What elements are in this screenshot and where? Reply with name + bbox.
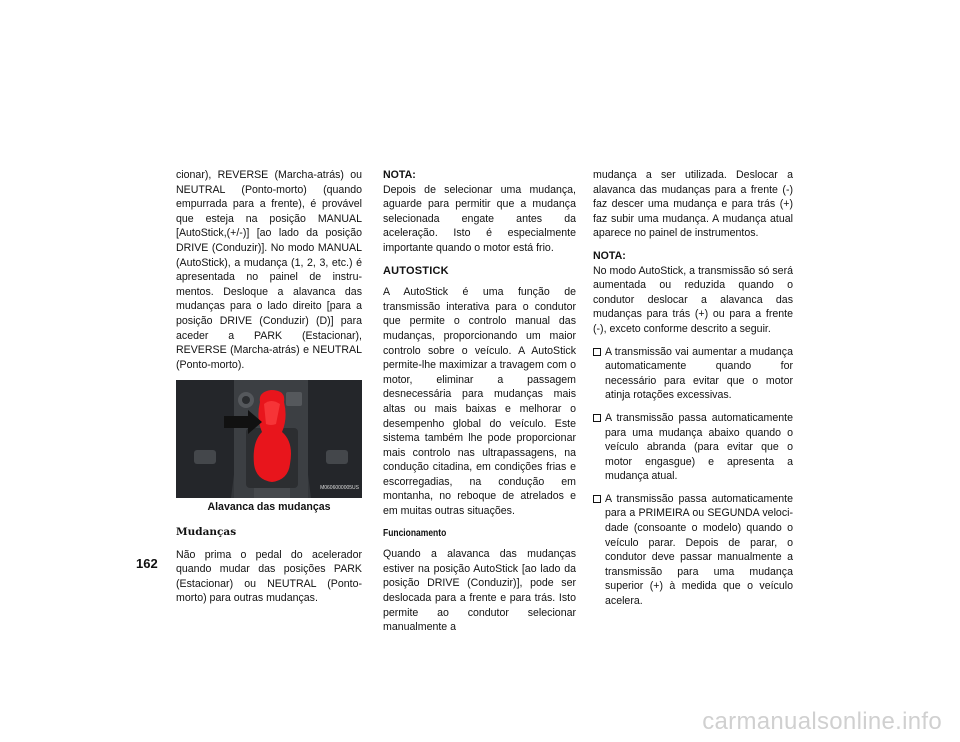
bullet-list (593, 345, 793, 609)
checkbox-square-icon (593, 495, 601, 503)
note-label: NOTA: (593, 249, 626, 262)
note-text: No modo AutoStick, a transmissão só será aumentada ou reduzida quando o condutor deslocar a alavanca das mudanças para trás (+) ou para a frente (-), exceto conforme descrito a seguir. (593, 264, 793, 335)
paragraph: mudança a ser utilizada. Deslocar a alavanca das mudanças para a frente (-) faz descer uma mudança e para trás (+) faz subir uma mudança. A mudança atual aparece no painel de instrumentos. (593, 169, 793, 240)
figure-caption: Alavanca das mudanças (207, 501, 331, 514)
list-item: A transmissão vai aumentar a mudança automaticamente quando for necessário para evitar que o motor atinja rotações excessivas. (593, 345, 793, 403)
note-label: NOTA: (383, 169, 416, 181)
checkbox-square-icon (593, 348, 601, 356)
page-number: 162 (136, 556, 158, 571)
note-block (593, 249, 793, 337)
column-2 (383, 168, 576, 643)
column-1 (176, 168, 362, 614)
note-block (383, 168, 576, 256)
paragraph: Quando a alavanca das mudanças estiver na posição AutoStick [ao lado da posição DRIVE (Conduzir)], pode ser deslocada para a frente e para trás. Isto permite ao condutor selecionar manualmente a (383, 548, 576, 634)
list-item: A transmissão passa automaticamente para uma mudança abaixo quando o veículo abranda (para evitar que o motor engasgue) e apresenta a mudança atual. (593, 411, 793, 484)
gear-lever-figure (176, 380, 362, 498)
section-title: ARRANQUE E FUNCIONAMENTO (137, 176, 155, 422)
paragraph: A AutoStick é uma função de transmissão interativa para o condutor que permite o controlo manual das mudanças, proporcionando um maior controlo sobre o veículo. A AutoStick permite-lhe maximizar a travagem com o motor, eliminar a passagem desnecessária para mudanças mais altas ou mais baixas e melhorar o desempenho global do veículo. Este sistema também lhe pode proporcionar mais controlo nas ultrapassagens, na condução citadina, em condições frias e escorregadias, na condução em montanha, no reboque de atrelados e em muitas outras situações. (383, 286, 576, 518)
note-text: Depois de selecionar uma mudança, aguarde para permitir que a mudança selecionada engate antes da aceleração. Isto é especialmente importante quando o motor está frio. (383, 183, 576, 254)
heading-mudancas: Mudanças (176, 525, 237, 538)
checkbox-square-icon (593, 414, 601, 422)
column-3 (593, 168, 793, 617)
list-item: A transmissão passa automaticamente para a PRIMEIRA ou SEGUNDA velocidade (consoante o modelo) quando o veículo parar. Depois de parar, o condutor deve passar manualmente a transmissão para uma mudança superior (+) à medida que o veículo acelera. (593, 492, 793, 609)
paragraph: Não prima o pedal do acelerador quando mudar das posições PARK (Estacionar) ou NEUTRAL (Ponto-morto) para outras mudanças. (176, 548, 362, 605)
watermark: carmanualsonline.info (702, 708, 942, 735)
figure-code: M0606000005US (320, 484, 359, 491)
paragraph: cionar), REVERSE (Marcha-atrás) ou NEUTRAL (Ponto-morto) (quando empurrada para a frente), é provável que esteja na posição MANUAL [AutoStick,(+/-)] [ao lado da posição DRIVE (Conduzir)]. No modo MANUAL (AutoStick), a mudança (1, 2, 3, etc.) é apresentada no painel de instrumentos. Desloque a alavanca das mudanças para o lado direito [para a posição DRIVE (Conduzir) (D)] para aceder a PARK (Estacionar), REVERSE (Marcha-atrás) e NEUTRAL (Ponto-morto). (176, 169, 362, 371)
subheading-funcionamento: Funcionamento (383, 527, 447, 539)
heading-autostick: AUTOSTICK (383, 264, 449, 277)
section-tab (134, 168, 158, 430)
